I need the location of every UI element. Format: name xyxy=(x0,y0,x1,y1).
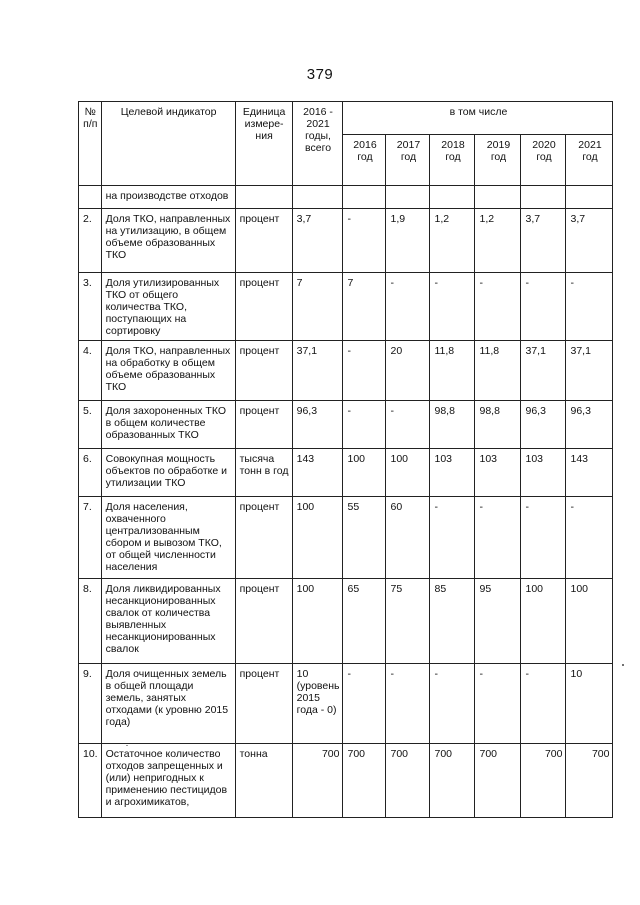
row-indicator: Доля ликвидированных несанкционированных свалок от количества выявленных несанкционированных свалок xyxy=(101,579,235,664)
header-indicator: Целевой индикатор xyxy=(101,102,235,186)
target-indicators-table xyxy=(78,101,613,818)
row-value: 3,7 xyxy=(566,209,613,273)
row-value: 11,8 xyxy=(430,341,475,401)
row-value: 103 xyxy=(430,449,475,497)
row-total: 10 (уровень 2015 года - 0) xyxy=(292,664,343,744)
header-total: 2016 - 2021 годы, всего xyxy=(292,102,343,186)
row-value: 98,8 xyxy=(430,401,475,449)
row-value: 1,9 xyxy=(386,209,430,273)
row-value: - xyxy=(475,664,521,744)
row-unit: процент xyxy=(235,664,292,744)
row-value: 700 xyxy=(343,744,386,818)
row-total: 100 xyxy=(292,579,343,664)
row-value: 700 xyxy=(566,744,613,818)
row-indicator: Доля населения, охваченного централизованным сбором и вывозом ТКО, от общей численности населения xyxy=(101,497,235,579)
table-row xyxy=(79,449,613,497)
header-num: № п/п xyxy=(79,102,102,186)
table-row xyxy=(79,273,613,341)
row-num: 8. xyxy=(79,579,102,664)
row-value: - xyxy=(521,664,566,744)
row-unit: процент xyxy=(235,401,292,449)
row-value: 700 xyxy=(475,744,521,818)
row-value: - xyxy=(386,664,430,744)
row-value: - xyxy=(343,664,386,744)
table-row xyxy=(79,341,613,401)
row-value: 20 xyxy=(386,341,430,401)
scan-speck xyxy=(622,664,624,666)
header-row-1 xyxy=(79,102,613,135)
row-unit: процент xyxy=(235,273,292,341)
row-unit: процент xyxy=(235,209,292,273)
row-unit: процент xyxy=(235,579,292,664)
row-value: - xyxy=(386,401,430,449)
row-value: 1,2 xyxy=(475,209,521,273)
row-value: - xyxy=(430,273,475,341)
row-value: 3,7 xyxy=(521,209,566,273)
header-year: 2018 год xyxy=(430,135,475,186)
row-value: - xyxy=(521,497,566,579)
continuation-text: на производстве отходов xyxy=(101,186,235,209)
row-indicator: Доля ТКО, направленных на утилизацию, в общем объеме образованных ТКО xyxy=(101,209,235,273)
row-num: 3. xyxy=(79,273,102,341)
row-indicator: Совокупная мощность объектов по обработке и утилизации ТКО xyxy=(101,449,235,497)
row-value: 103 xyxy=(475,449,521,497)
header-year: 2021 год xyxy=(566,135,613,186)
row-indicator: Доля захороненных ТКО в общем количестве образованных ТКО xyxy=(101,401,235,449)
page-number: 379 xyxy=(306,66,334,83)
row-value: 700 xyxy=(521,744,566,818)
row-unit: тонна xyxy=(235,744,292,818)
row-value: 100 xyxy=(566,579,613,664)
row-value: - xyxy=(566,497,613,579)
row-num: 10. xyxy=(79,744,102,818)
row-value: - xyxy=(430,664,475,744)
row-value: 98,8 xyxy=(475,401,521,449)
row-value: - xyxy=(475,273,521,341)
row-value: 143 xyxy=(566,449,613,497)
row-total: 700 xyxy=(292,744,343,818)
row-value: 55 xyxy=(343,497,386,579)
row-value: 1,2 xyxy=(430,209,475,273)
row-value: 700 xyxy=(430,744,475,818)
row-value: 60 xyxy=(386,497,430,579)
row-num: 4. xyxy=(79,341,102,401)
row-total: 96,3 xyxy=(292,401,343,449)
row-value: 100 xyxy=(521,579,566,664)
table-row xyxy=(79,401,613,449)
row-total: 37,1 xyxy=(292,341,343,401)
header-including: в том числе xyxy=(343,102,613,135)
row-value: 65 xyxy=(343,579,386,664)
row-value: - xyxy=(475,497,521,579)
row-value: - xyxy=(343,401,386,449)
row-num: 7. xyxy=(79,497,102,579)
row-num: 9. xyxy=(79,664,102,744)
header-year: 2017 год xyxy=(386,135,430,186)
table-row xyxy=(79,209,613,273)
header-unit: Единица измере-ния xyxy=(235,102,292,186)
table-row xyxy=(79,497,613,579)
scan-speck xyxy=(126,745,128,746)
row-num: 2. xyxy=(79,209,102,273)
row-value: 37,1 xyxy=(566,341,613,401)
table-row xyxy=(79,579,613,664)
row-indicator: Доля ТКО, направленных на обработку в общем объеме образованных ТКО xyxy=(101,341,235,401)
header-year: 2020 год xyxy=(521,135,566,186)
row-total: 100 xyxy=(292,497,343,579)
row-total: 7 xyxy=(292,273,343,341)
table-row xyxy=(79,664,613,744)
row-value: - xyxy=(343,341,386,401)
row-value: 103 xyxy=(521,449,566,497)
row-value: 96,3 xyxy=(521,401,566,449)
row-value: 11,8 xyxy=(475,341,521,401)
row-indicator: Доля очищенных земель в общей площади земель, занятых отходами (к уровню 2015 года) xyxy=(101,664,235,744)
row-value: 700 xyxy=(386,744,430,818)
row-value: - xyxy=(430,497,475,579)
header-year: 2019 год xyxy=(475,135,521,186)
row-value: 95 xyxy=(475,579,521,664)
row-unit: процент xyxy=(235,341,292,401)
row-value: 7 xyxy=(343,273,386,341)
continuation-row xyxy=(79,186,613,209)
row-value: 100 xyxy=(386,449,430,497)
row-indicator: Доля утилизированных ТКО от общего количества ТКО, поступающих на сортировку xyxy=(101,273,235,341)
row-num: 6. xyxy=(79,449,102,497)
table-row xyxy=(79,744,613,818)
row-value: 75 xyxy=(386,579,430,664)
row-total: 3,7 xyxy=(292,209,343,273)
row-value: - xyxy=(343,209,386,273)
row-unit: тысяча тонн в год xyxy=(235,449,292,497)
row-value: - xyxy=(566,273,613,341)
row-num: 5. xyxy=(79,401,102,449)
row-indicator: Остаточное количество отходов запрещенных и (или) непригодных к применению пестицидов и агрохимикатов, xyxy=(101,744,235,818)
row-unit: процент xyxy=(235,497,292,579)
row-value: 37,1 xyxy=(521,341,566,401)
row-value: 100 xyxy=(343,449,386,497)
row-value: 85 xyxy=(430,579,475,664)
row-value: 96,3 xyxy=(566,401,613,449)
row-value: - xyxy=(386,273,430,341)
row-value: - xyxy=(521,273,566,341)
header-year: 2016 год xyxy=(343,135,386,186)
row-total: 143 xyxy=(292,449,343,497)
row-value: 10 xyxy=(566,664,613,744)
